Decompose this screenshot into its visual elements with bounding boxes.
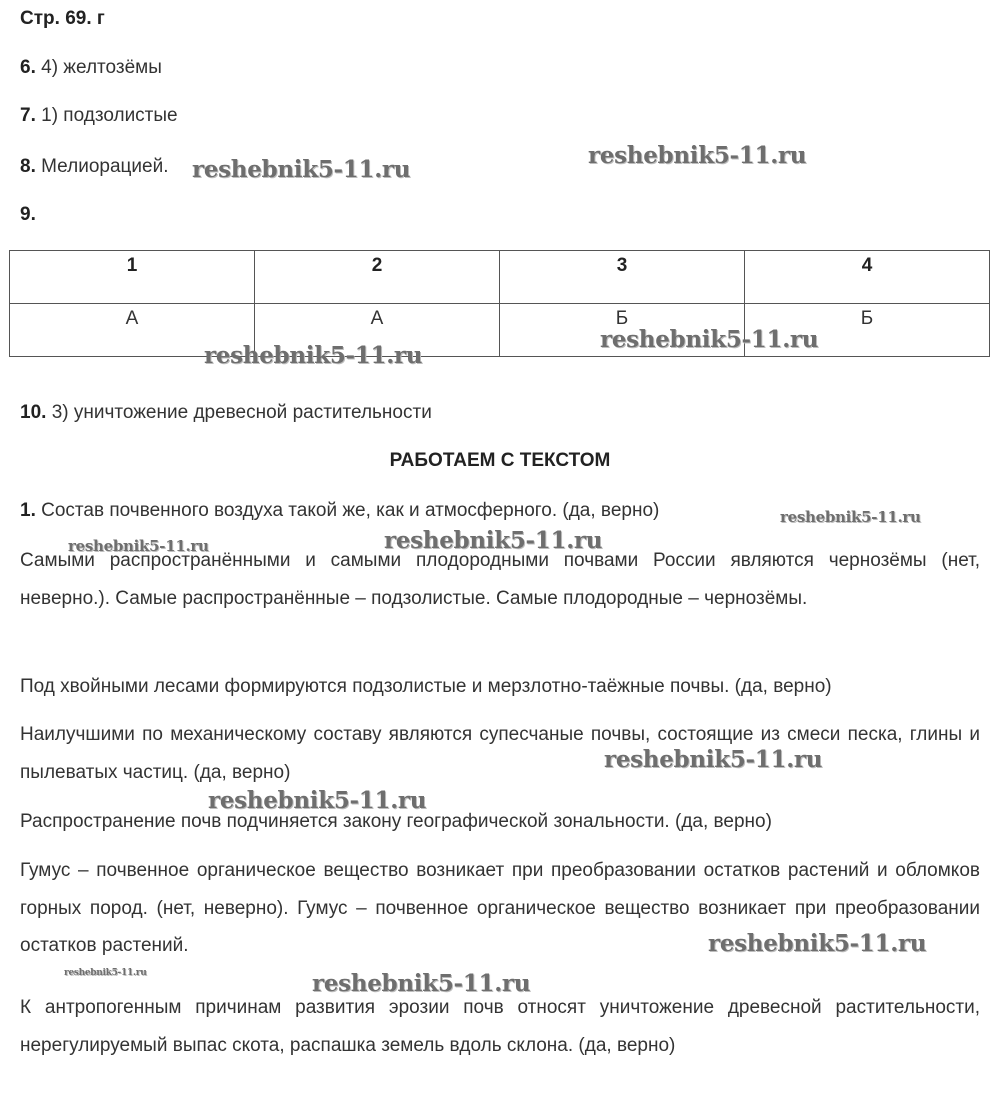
watermark: reshebnik5-11.ru [204, 342, 423, 369]
answer-text: Мелиорацией. [35, 156, 169, 177]
text-paragraph-4: Распространение почв подчиняется закону географической зональности. (да, верно) [20, 811, 772, 832]
table-cell: А [255, 304, 500, 357]
text-paragraph-2: Под хвойными лесами формируются подзолистые и мерзлотно-таёжные почвы. (да, верно) [20, 676, 832, 697]
answer-number: 10. [20, 402, 47, 423]
text-paragraph-6: К антропогенным причинам развития эрозии почв относят уничтожение древесной растительности, нерегулируемый выпас скота, распашка земель вдоль склона. (да, верно) [20, 997, 980, 1056]
answer-number: 1. [20, 500, 36, 521]
watermark: reshebnik5-11.ru [312, 970, 531, 997]
text-paragraph-1: Самыми распространёнными и самыми плодородными почвами России являются чернозёмы (нет, неверно.). Самые распространённые – подзолистые. Самые плодородные – чернозёмы. [20, 550, 980, 609]
answer-number: 7. [20, 105, 36, 126]
answer-number: 8. [20, 156, 36, 177]
page-header: Стр. 69. г [20, 8, 105, 29]
table-row [10, 304, 990, 357]
answer-table [9, 250, 990, 357]
text-answer-1 [20, 500, 659, 522]
watermark: reshebnik5-11.ru [604, 746, 823, 773]
watermark: reshebnik5-11.ru [192, 156, 411, 183]
answer-7 [20, 105, 178, 127]
answer-text: Состав почвенного воздуха такой же, как и атмосферного. (да, верно) [35, 500, 660, 521]
answer-8 [20, 156, 168, 178]
answer-text: 3) уничтожение древесной растительности [46, 402, 432, 423]
text-paragraph-3: Наилучшими по механическому составу являются супесчаные почвы, состоящие из смеси песка, глины и пылеватых частиц. (да, верно) [20, 724, 980, 783]
table-cell: Б [745, 304, 990, 357]
watermark: reshebnik5-11.ru [708, 930, 927, 957]
answer-number: 9. [20, 204, 36, 225]
table-header-cell: 3 [500, 251, 745, 304]
table-header-cell: 1 [10, 251, 255, 304]
answer-6 [20, 57, 162, 79]
watermark: reshebnik5-11.ru [384, 527, 603, 554]
answer-10 [20, 402, 432, 424]
table-header-row [10, 251, 990, 304]
answer-9 [20, 204, 36, 226]
text-paragraph-5: Гумус – почвенное органическое вещество возникает при преобразовании остатков растений и обломков горных пород. (нет, неверно). Гумус – почвенное органическое вещество возникает при преобразовании остатков растений. [20, 860, 980, 956]
watermark: reshebnik5-11.ru [68, 537, 209, 555]
answer-number: 6. [20, 57, 36, 78]
watermark: reshebnik5-11.ru [780, 508, 921, 526]
watermark: reshebnik5-11.ru [600, 326, 819, 353]
watermark: reshebnik5-11.ru [588, 142, 807, 169]
watermark: reshebnik5-11.ru [64, 968, 147, 978]
table-header-cell: 4 [745, 251, 990, 304]
answer-text: 4) желтозёмы [35, 57, 162, 78]
section-heading: РАБОТАЕМ С ТЕКСТОМ [389, 450, 611, 471]
table-cell: А [10, 304, 255, 357]
answer-text: 1) подзолистые [35, 105, 178, 126]
table-cell: Б [500, 304, 745, 357]
watermark: reshebnik5-11.ru [208, 787, 427, 814]
table-header-cell: 2 [255, 251, 500, 304]
